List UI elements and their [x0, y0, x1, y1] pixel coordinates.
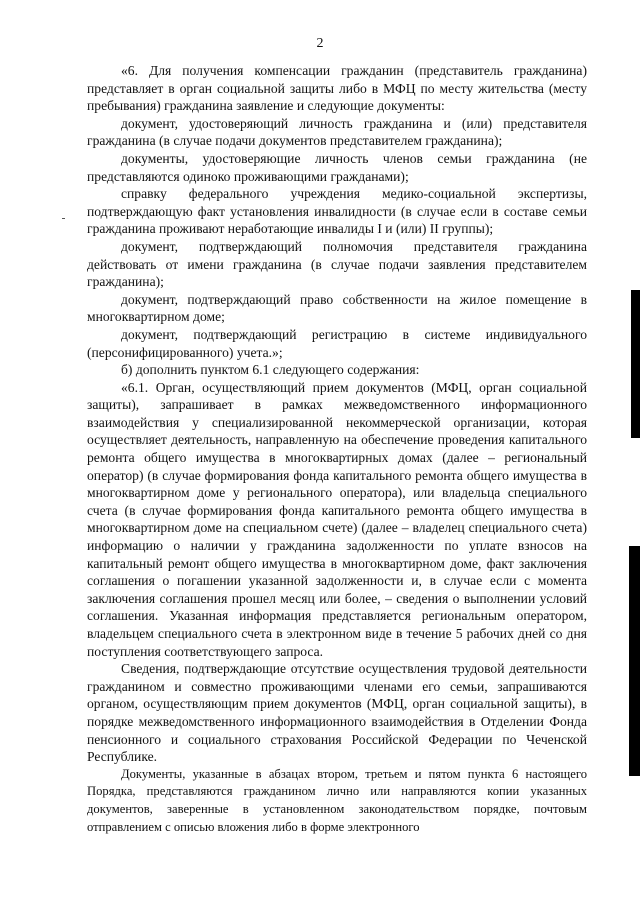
- paragraph-personal-accounting: документ, подтверждающий регистрацию в системе индивидуального (персонифицированного) учета.»;: [87, 326, 587, 360]
- paragraph-item-6-intro: «6. Для получения компенсации гражданин (представитель гражданина) представляет в орган социальной защиты либо в МФЦ по месту жительства (месту пребывания) гражданина заявление и следующие документы:: [87, 63, 587, 114]
- page-number: 2: [316, 36, 324, 51]
- paragraph-identity-document: документ, удостоверяющий личность гражданина и (или) представителя гражданина (в случае подачи документов представителем гражданина);: [87, 115, 587, 149]
- paragraph-amendment-6-1: б) дополнить пунктом 6.1 следующего содержания:: [121, 362, 420, 378]
- scan-edge-mark: [629, 546, 640, 776]
- paragraph-documents-submission: Документы, указанные в абзацах втором, третьем и пятом пункта 6 настоящего Порядка, представляются гражданином лично или направляются копии указанных документов, заверенные в установленном законодательством порядке, почтовым отправлением с описью вложения либо в форме электронного: [87, 766, 587, 834]
- paragraph-employment-info: Сведения, подтверждающие отсутствие осуществления трудовой деятельности гражданином и совместно проживающими членами его семьи, запрашиваются органом, осуществляющим прием документов (МФЦ, орган социальной защиты), в порядке межведомственного информационного взаимодействия в Отделении Фонда пенсионного и социального страхования Российской Федерации по Чеченской Республике.: [87, 661, 587, 765]
- paragraph-representative-authority: документ, подтверждающий полномочия представителя гражданина действовать от имени гражданина (в случае подачи заявления представителем гражданина);: [87, 238, 587, 290]
- scan-edge-mark: [631, 290, 640, 438]
- paragraph-family-documents: документы, удостоверяющие личность членов семьи гражданина (не представляются одиноко проживающими гражданами);: [87, 150, 587, 184]
- document-body: [87, 62, 587, 836]
- paragraph-ownership-document: документ, подтверждающий право собственности на жилое помещение в многоквартирном доме;: [87, 291, 587, 325]
- paragraph-item-6-1: «6.1. Орган, осуществляющий прием документов (МФЦ, орган социальной защиты), запрашивает в рамках межведомственного информационного взаимодействия у специализированной некоммерческой организации, которая осуществляет деятельность, направленную на обеспечение проведения капитального ремонта общего имущества в многоквартирных домах (далее – региональный оператор) (в случае формирования фонда капитального ремонта общего имущества в многоквартирном доме у регионального оператора), или владельца специального счета (в случае формирования фонда капитального ремонта общего имущества в многоквартирном доме на специальном счете) (далее – владелец специального счета) информацию о наличии у гражданина задолженности по уплате взносов на капитальный ремонт общего имущества в многоквартирном доме, факт заключения соглашения о погашении указанной задолженности и, в случае если с момента заключения соглашения прошел месяц или более, – сведения о выполнении условий соглашения. Указанная информация представляется региональным оператором, владельцем специального счета в электронном виде в течение 5 рабочих дней со дня поступления соответствующего запроса.: [87, 379, 587, 659]
- scan-artifact: [62, 218, 65, 219]
- paragraph-disability-certificate: справку федерального учреждения медико-социальной экспертизы, подтверждающую факт установления инвалидности (в случае если в составе семьи гражданина проживают неработающие инвалиды I и (или) II группы);: [87, 186, 587, 237]
